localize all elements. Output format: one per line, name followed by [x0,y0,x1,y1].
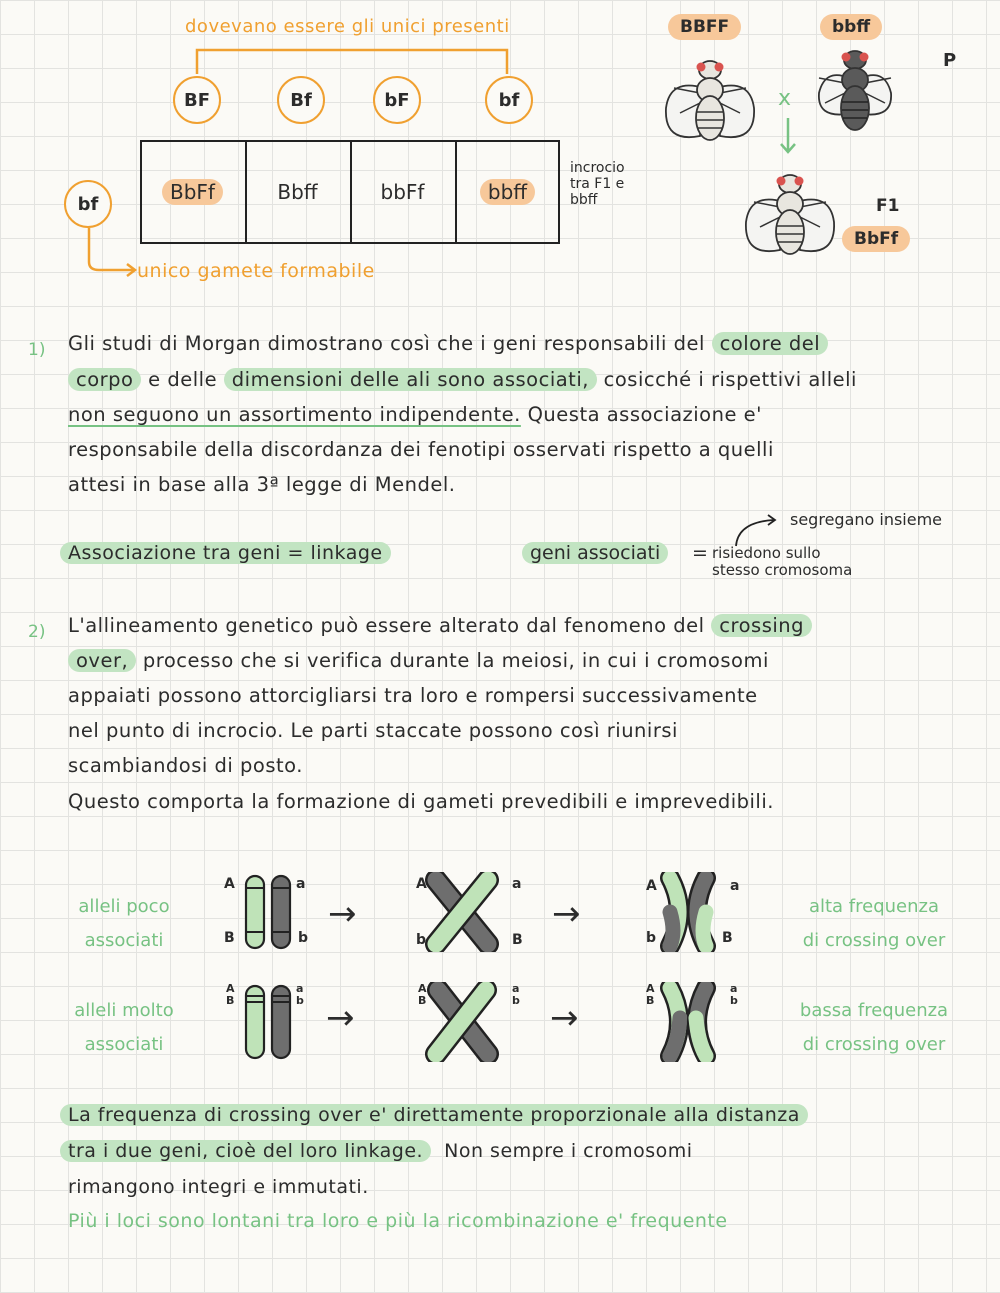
cross-symbol: x [778,86,792,111]
equals-sign: = [692,542,708,564]
allele-A: A [416,876,427,892]
associated-genes-term: geni associati [522,542,668,564]
arrow-row2-a: → [326,998,355,1038]
punnett-cell-1 [140,140,247,244]
section-1-number: 1) [28,340,46,360]
highlight: dimensioni delle ali sono associati, [224,368,597,391]
allele-A: A [224,876,235,892]
row2-right-label [784,994,964,1062]
row2-left-label [64,994,184,1062]
chromosome-recombined-row1-stage3 [648,872,728,952]
section-2-line-3: appaiati possono attorcigliarsi tra loro e rompersi successivamente [68,684,758,707]
allele-A: A [646,878,657,894]
section-1-line-5: attesi in base alla 3ª legge di Mendel. [68,473,456,496]
allele-b: b [298,930,309,946]
punnett-cell-3 [350,140,457,244]
meaning-line: stesso cromosoma [712,561,853,579]
label-line: di crossing over [802,930,946,951]
conclusion-line-1 [60,1104,808,1126]
section-2-line-4: nel punto di incrocio. Le parti staccate possono così riunirsi [68,719,678,742]
unique-gamete-label: unico gamete formabile [137,260,375,282]
cell-genotype: BbFf [162,179,223,205]
parent2-genotype: bbff [820,14,882,40]
cell-genotype: Bbff [277,180,318,204]
label-line: di crossing over [802,1034,946,1055]
highlight: over, [68,649,136,672]
highlight: colore del [712,332,829,355]
meaning-line: risiedono sullo [712,544,821,562]
gamete-caption: dovevano essere gli unici presenti [185,16,510,37]
section-2-line-2 [68,649,769,672]
text-segment: e delle [141,368,224,391]
punnett-cell-4 [455,140,560,244]
label-line: associati [84,1034,164,1055]
cell-genotype: bbff [480,179,535,205]
arrow-row2-b: → [550,998,579,1038]
allele-b: b [512,994,520,1007]
allele-a: a [730,878,740,894]
conclusion-line-3: rimangono integri e immutati. [68,1176,369,1198]
underlined-text: non seguono un assortimento indipendente. [68,403,521,426]
associated-genes-meaning [712,545,852,579]
allele-A: A [226,982,235,995]
label-line: alleli molto [74,1000,174,1021]
label-line: bassa frequenza [799,1000,949,1021]
allele-B: B [226,994,235,1007]
allele-a: a [730,982,738,995]
f1-label: F1 [876,196,900,216]
row1-left-label [64,890,184,958]
arrow-row1-b: → [552,894,581,934]
allele-A: A [418,982,427,995]
text-segment: Gli studi di Morgan dimostrano così che i geni responsabili del [68,332,705,355]
allele-b: b [296,994,304,1007]
highlight: corpo [68,368,141,391]
segregate-arrow [728,508,788,548]
highlight: La frequenza di crossing over e' direttamente proporzionale alla distanza [60,1104,808,1126]
p-label: P [943,50,957,71]
section-2-line-1 [68,614,812,637]
allele-a: a [296,982,304,995]
arrow-row1-a: → [328,894,357,934]
allele-B: B [646,994,655,1007]
allele-b: b [646,930,657,946]
text-segment: Non sempre i cromosomi [431,1140,693,1162]
highlight: crossing [711,614,812,637]
section-1-line-4: responsabile della discordanza dei fenotipi osservati rispetto a quelli [68,438,774,461]
fly-f1-icon [740,162,840,272]
conclusion-line-4: Più i loci sono lontani tra loro e più la ricombinazione e' frequente [68,1210,728,1232]
allele-b: b [730,994,738,1007]
allele-a: a [296,876,306,892]
text-segment: cosicché i rispettivi alleli [596,368,857,391]
cross-note-line: bbff [570,192,598,208]
text-segment: Questa associazione e' [520,403,763,426]
section-2-number: 2) [28,622,46,642]
section-1-line-2 [68,368,857,391]
allele-B: B [418,994,427,1007]
allele-B: B [722,930,733,946]
highlight: tra i due geni, cioè del loro linkage. [60,1140,431,1162]
allele-a: a [512,982,520,995]
cross-note-line: tra F1 e [570,176,625,192]
section-2-line-6: Questo comporta la formazione di gameti prevedibili e imprevedibili. [68,790,774,813]
label-line: alleli poco [78,896,170,917]
chromosome-recombined-row2-stage3 [648,982,728,1062]
fly-wildtype-icon [660,48,760,158]
gamete-circle-bf: bf [485,76,533,124]
row1-right-label [784,890,964,958]
label-line: associati [84,930,164,951]
section-1-line-3 [68,403,762,426]
section-1-line-1 [68,332,828,355]
conclusion-line-2 [60,1140,693,1162]
allele-B: B [224,930,235,946]
gamete-circle-bF: bF [373,76,421,124]
row-gamete-circle: bf [64,180,112,228]
section-2-line-5: scambiandosi di posto. [68,754,303,777]
allele-b: b [416,932,427,948]
f1-genotype: BbFf [842,226,910,252]
down-arrow-icon [778,116,798,158]
gamete-circle-BF: BF [173,76,221,124]
cross-note-line: incrocio [570,160,625,176]
gamete-circle-Bf: Bf [277,76,325,124]
fly-mutant-icon [805,38,905,148]
linkage-definition: Associazione tra geni = linkage [60,542,391,564]
allele-a: a [512,876,522,892]
text-segment: processo che si verifica durante la meiosi, in cui i cromosomi [136,649,769,672]
cell-genotype: bbFf [380,180,425,204]
chromosome-crossing-row2-stage2 [422,982,512,1062]
chromosome-crossing-row1-stage2 [422,872,512,952]
cross-note [570,160,625,208]
text-segment: L'allineamento genetico può essere alterato dal fenomeno del [68,614,705,637]
label-line: alta frequenza [808,896,940,917]
punnett-cell-2 [245,140,352,244]
segregate-label: segregano insieme [790,510,943,529]
parent1-genotype: BBFF [668,14,741,40]
allele-B: B [512,932,523,948]
allele-A: A [646,982,655,995]
